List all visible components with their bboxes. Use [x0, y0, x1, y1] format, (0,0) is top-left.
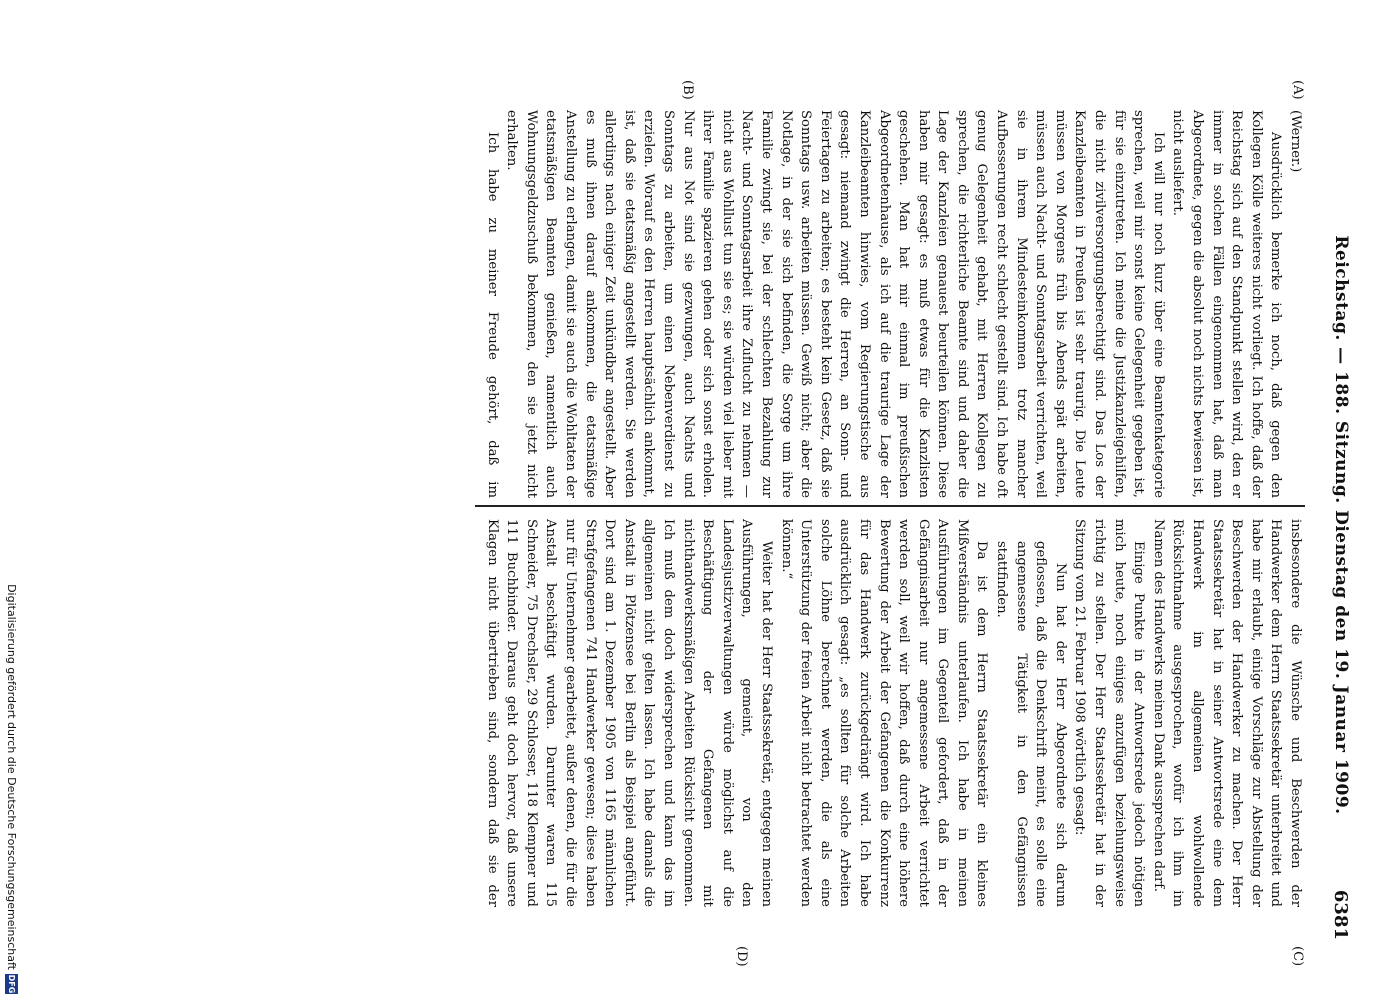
paragraph: Ausdrücklich bemerke ich noch, daß gegen den Kollegen Kölle weiteres nicht vorliegt. Ich hoffe, daß der Reichstag sich auf den Standpunkt stellen wird, den er immer in solchen Fällen eingenommen hat, daß man Abgeordnete, gegen die absolut noch nichts bewiesen ist, nicht ausliefert. [1170, 110, 1284, 498]
funding-credit: Digitalisierung gefördert durch die Deutsche Forschungsgemeinschaft [5, 584, 18, 970]
paragraph: Da ist dem Herrn Staatssekretär ein kleines Mißverständnis unterlaufen. Ich habe in meinen Ausführungen im Gegenteil gefordert, daß in der Gefängnisarbeit nur angemessene Arbeit verrichtet werden soll, weil wir hoffen, daß durch eine höhere Bewertung der Arbeit der Gefangenen die Konkurrenz für das Handwerk zurückgedrängt wird. Ich habe ausdrücklich gesagt: „es sollten für solche Arbeiten solche Löhne berechnet werden, die als eine Unterstützung der freien Arbeit nicht betrachtet werden können.“ [778, 519, 990, 907]
margin-mark-a: (A) [1290, 80, 1305, 100]
margin-mark-c: (C) [1290, 946, 1305, 967]
page-number: 6381 [1330, 889, 1351, 940]
page-header [1311, 110, 1351, 940]
digitization-footer [0, 0, 20, 1000]
quotation: Nun hat der Herr Abgeordnete sich darum geflossen, daß die Denkschrift meint, es solle eine angemessene Tätigkeit in den Gefängnissen stattfinden. [994, 541, 1068, 907]
margin-mark-b: (B) [680, 80, 695, 100]
left-column [485, 110, 1305, 498]
speaker-note: (Werner.) [1288, 110, 1303, 173]
dfg-logo-icon: DFG [7, 974, 16, 994]
paragraph: insbesondere die Wünsche und Beschwerden der Handwerker dem Herrn Staatssekretär unterbreitet und habe mir erlaubt, einige Vorschläge zur Abstellung der Beschwerden der Handwerker zu machen. Der Herr Staatssekretär hat in seiner Antwortsrede eine dem Handwerk im allgemeinen wohlwollende Rücksichtnahme ausgesprochen, wofür ich ihm im Namen des Handwerks meinen Dank aussprechen darf. [1150, 519, 1303, 907]
running-head: Reichstag. — 188. Sitzung. Dienstag den 19. Januar 1909. [1331, 235, 1351, 815]
column-divider [475, 505, 1305, 507]
paragraph: Ich habe zu meiner Freude gehört, daß im [485, 132, 500, 498]
paragraph: Weiter hat der Herr Staatssekretär, entgegen meinen Ausführungen, gemeint, von den Landesjustizverwaltungen würde möglichst auf die Beschäftigung der Gefangenen mit nichthandwerksmäßigen Arbeiten Rücksicht genommen. Ich muß dem doch widersprechen und kann das im allgemeinen nicht gelten lassen. Ich habe damals die Anstalt in Plötzensee bei Berlin als Beispiel angeführt. Dort sind am 1. Dezember 1905 von 1165 männlichen Strafgefangenen 741 Handwerker gewesen; diese haben nur für Unternehmer gearbeitet, außer denen, die für die Anstalt beschäftigt wurden. Darunter waren 115 Schneider, 75 Drechsler, 29 Schlosser, 118 Klempner und 111 Buchbinder. Daraus geht doch hervor, daß unsere Klagen nicht übertrieben sind, sondern daß sie der [485, 519, 774, 907]
margin-mark-d: (D) [734, 946, 749, 967]
paragraph: Einige Punkte in der Antwortsrede jedoch nötigen mich heute, noch einiges anzufügen beziehungsweise richtig zu stellen. Der Herr Staatssekretär hat in der Sitzung vom 21. Februar 1908 wörtlich gesagt: [1072, 519, 1147, 907]
right-column [485, 519, 1305, 907]
paragraph: Ich will nur noch kurz über eine Beamtenkategorie sprechen, weil mir sonst keine Gelegenheit gegeben ist, für sie einzutreten. Ich meine die Justizkanzleigehilfen, die nicht zivilversorgungsberechtigt sind. Das Los der Kanzleibeamten in Preußen ist sehr traurig. Die Leute müssen von Morgens früh bis Abends spät arbeiten, müssen auch Nacht- und Sonntagsarbeit verrichten, weil sie in ihrem Mindesteinkommen trotz mancher Aufbesserungen recht schlecht gestellt sind. Ich habe oft genug Gelegenheit gehabt, mit Herren Kollegen zu sprechen, die richterliche Beamte sind und daher die Lage der Kanzleien genauest beurteilen können. Diese haben mir gesagt: es muß etwas für die Kanzlisten geschehen. Man hat mir einmal im preußischen Abgeordnetenhause, als ich auf die traurige Lage der Kanzleibeamten hinwies, vom Regierungstische aus gesagt: niemand zwingt die Herren, an Sonn- und Feiertagen zu arbeiten; es besteht kein Gesetz, daß sie Sonntags usw. arbeiten müssen. Gewiß nicht; aber die Notlage, in der sie sich befinden, die Sorge um ihre Familie zwingt sie, bei der schlechten Bezahlung zur Nacht- und Sonntagsarbeit ihre Zuflucht zu nehmen — nicht aus Wohllust tun sie es; sie würden viel lieber mit ihrer Familie spazieren gehen oder sich sonst erholen. Nur aus Not sind sie gezwungen, auch Nachts und Sonntags zu arbeiten, um einen Nebenverdienst zu erzielen. Worauf es den Herren hauptsächlich ankommt, ist, daß sie etatsmäßig angestellt werden. Sie werden allerdings nach einiger Zeit unkündbar angestellt. Aber es muß ihnen darauf ankommen, die etatsmäßige Anstellung zu erlangen, damit sie auch die Wohltaten der etatsmäßigen Beamten genießen, namentlich auch Wohnungsgeldzuschuß bekommen, den sie jetzt nicht erhalten. [504, 110, 1166, 498]
